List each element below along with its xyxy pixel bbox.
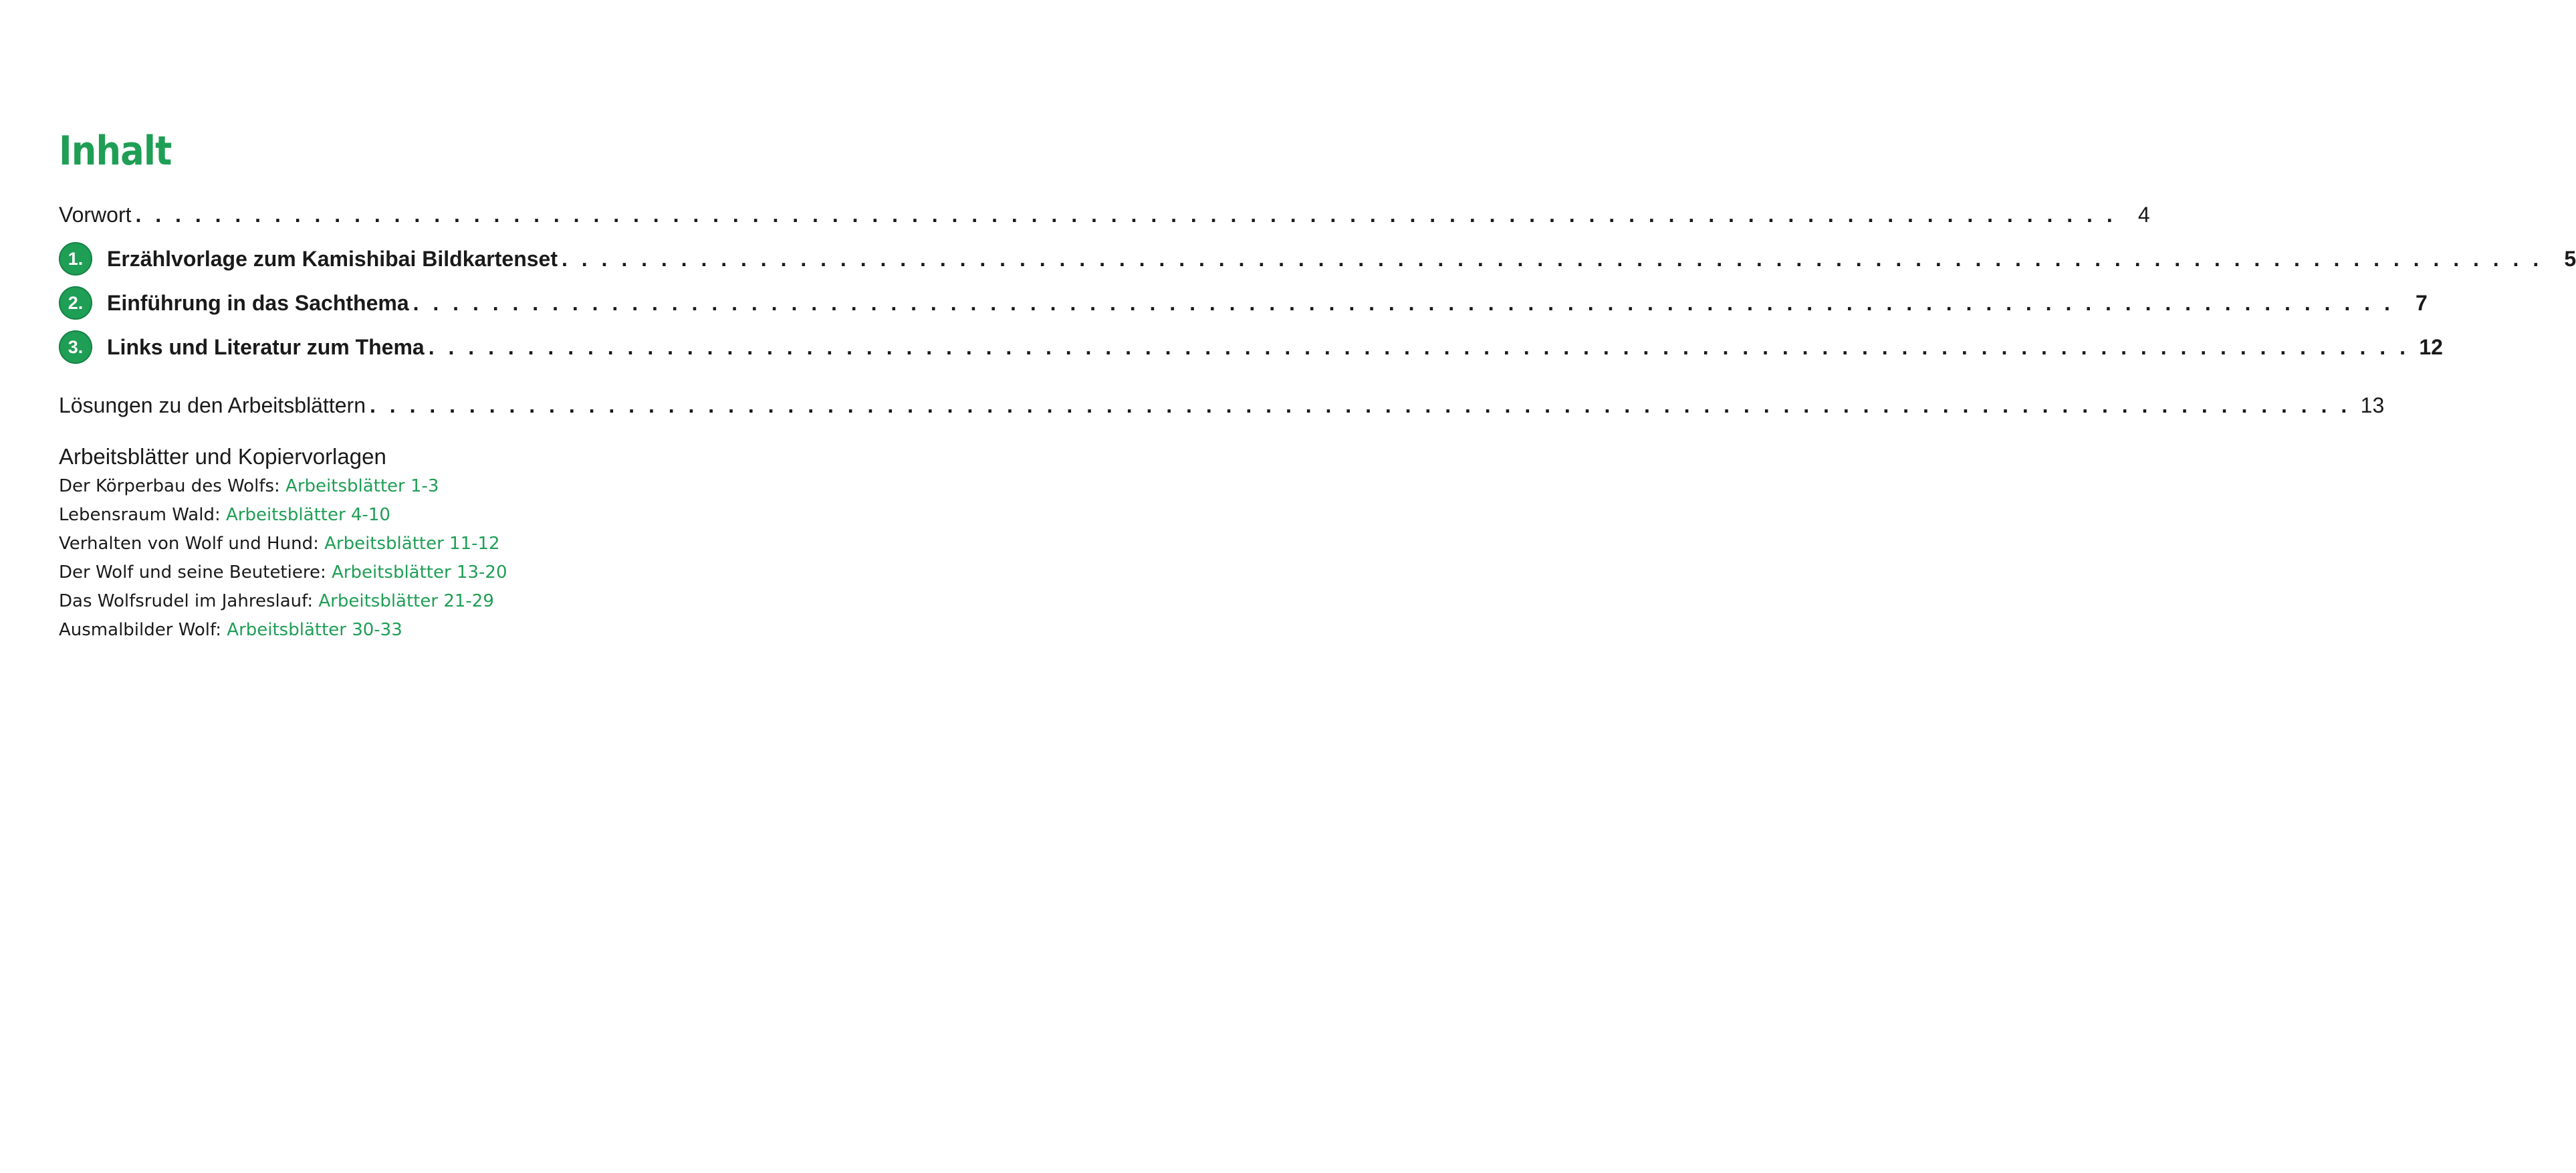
- worksheet-item[interactable]: [59, 587, 507, 616]
- worksheet-topic: Das Wolfsrudel im Jahreslauf:: [59, 591, 314, 611]
- worksheet-range-link[interactable]: Arbeitsblätter 13-20: [332, 562, 507, 582]
- worksheet-item[interactable]: [59, 530, 507, 558]
- worksheet-range-link[interactable]: Arbeitsblätter 1-3: [285, 476, 439, 496]
- toc-entry-label: Lösungen zu den Arbeitsblättern: [59, 393, 366, 417]
- toc-entry-label: Erzählvorlage zum Kamishibai Bildkartenset: [107, 247, 558, 271]
- worksheet-topic: Der Wolf und seine Beutetiere:: [59, 562, 326, 582]
- worksheet-topic: Verhalten von Wolf und Hund:: [59, 534, 319, 554]
- toc-entry-label: Links und Literatur zum Thema: [107, 335, 425, 359]
- leader-dots: . . . . . . . . . . . . . . . . . . . . . . . . . . . . . . . . . . . . . . . . . . . . . . . . . . . . . . . . . . . . . . . . . . . . . . . . . . . . . . . . . . . . . . . . . . . . . . . . . . . .: [135, 203, 2117, 227]
- worksheet-item[interactable]: [59, 472, 507, 501]
- toc-page-number: 5: [2564, 247, 2576, 271]
- worksheet-topic: Der Körperbau des Wolfs:: [59, 476, 280, 496]
- worksheet-topic: Ausmalbilder Wolf:: [59, 620, 222, 640]
- worksheet-range-link[interactable]: Arbeitsblätter 30-33: [227, 620, 402, 640]
- chapter-number-badge: 3.: [59, 330, 92, 364]
- chapter-number-badge: 1.: [59, 242, 92, 276]
- worksheet-range-link[interactable]: Arbeitsblätter 4-10: [225, 505, 390, 525]
- toc-entry-chapter-2[interactable]: [59, 288, 2428, 318]
- leader-dots: . . . . . . . . . . . . . . . . . . . . . . . . . . . . . . . . . . . . . . . . . . . . . . . . . . . . . . . . . . . . . . . . . . . . . . . . . . . . . . . . . . . . . . . . . . . . . . . . . . . .: [370, 393, 2351, 417]
- leader-dots: . . . . . . . . . . . . . . . . . . . . . . . . . . . . . . . . . . . . . . . . . . . . . . . . . . . . . . . . . . . . . . . . . . . . . . . . . . . . . . . . . . . . . . . . . . . . . . . . . . . .: [413, 291, 2394, 315]
- toc-entry-solutions[interactable]: [59, 390, 2385, 421]
- worksheet-item[interactable]: [59, 501, 507, 530]
- toc-entry-chapter-3[interactable]: [59, 332, 2443, 362]
- worksheet-item[interactable]: [59, 616, 507, 645]
- toc-page-number: 13: [2360, 393, 2385, 417]
- toc-page-number: 4: [2137, 203, 2150, 227]
- chapter-number-badge: 2.: [59, 286, 92, 320]
- toc-page-number: 7: [2416, 291, 2428, 315]
- worksheet-topic: Lebensraum Wald:: [59, 505, 221, 525]
- worksheets-heading: Arbeitsblätter und Kopiervorlagen: [59, 444, 386, 469]
- worksheet-range-link[interactable]: Arbeitsblätter 21-29: [318, 591, 494, 611]
- toc-entry-chapter-1[interactable]: [59, 243, 2576, 274]
- page-title: Inhalt: [59, 128, 172, 175]
- worksheet-range-link[interactable]: Arbeitsblätter 11-12: [324, 534, 500, 554]
- toc-entry-label: Vorwort: [59, 203, 132, 227]
- toc-page-number: 12: [2419, 335, 2443, 359]
- leader-dots: . . . . . . . . . . . . . . . . . . . . . . . . . . . . . . . . . . . . . . . . . . . . . . . . . . . . . . . . . . . . . . . . . . . . . . . . . . . . . . . . . . . . . . . . . . . . . . . . . . . .: [561, 247, 2543, 271]
- toc-entry-vorwort[interactable]: [59, 199, 2150, 230]
- leader-dots: . . . . . . . . . . . . . . . . . . . . . . . . . . . . . . . . . . . . . . . . . . . . . . . . . . . . . . . . . . . . . . . . . . . . . . . . . . . . . . . . . . . . . . . . . . . . . . . . . . . .: [428, 335, 2410, 359]
- worksheet-item[interactable]: [59, 558, 507, 587]
- toc-entry-label: Einführung in das Sachthema: [107, 291, 409, 315]
- worksheet-list: [59, 472, 507, 645]
